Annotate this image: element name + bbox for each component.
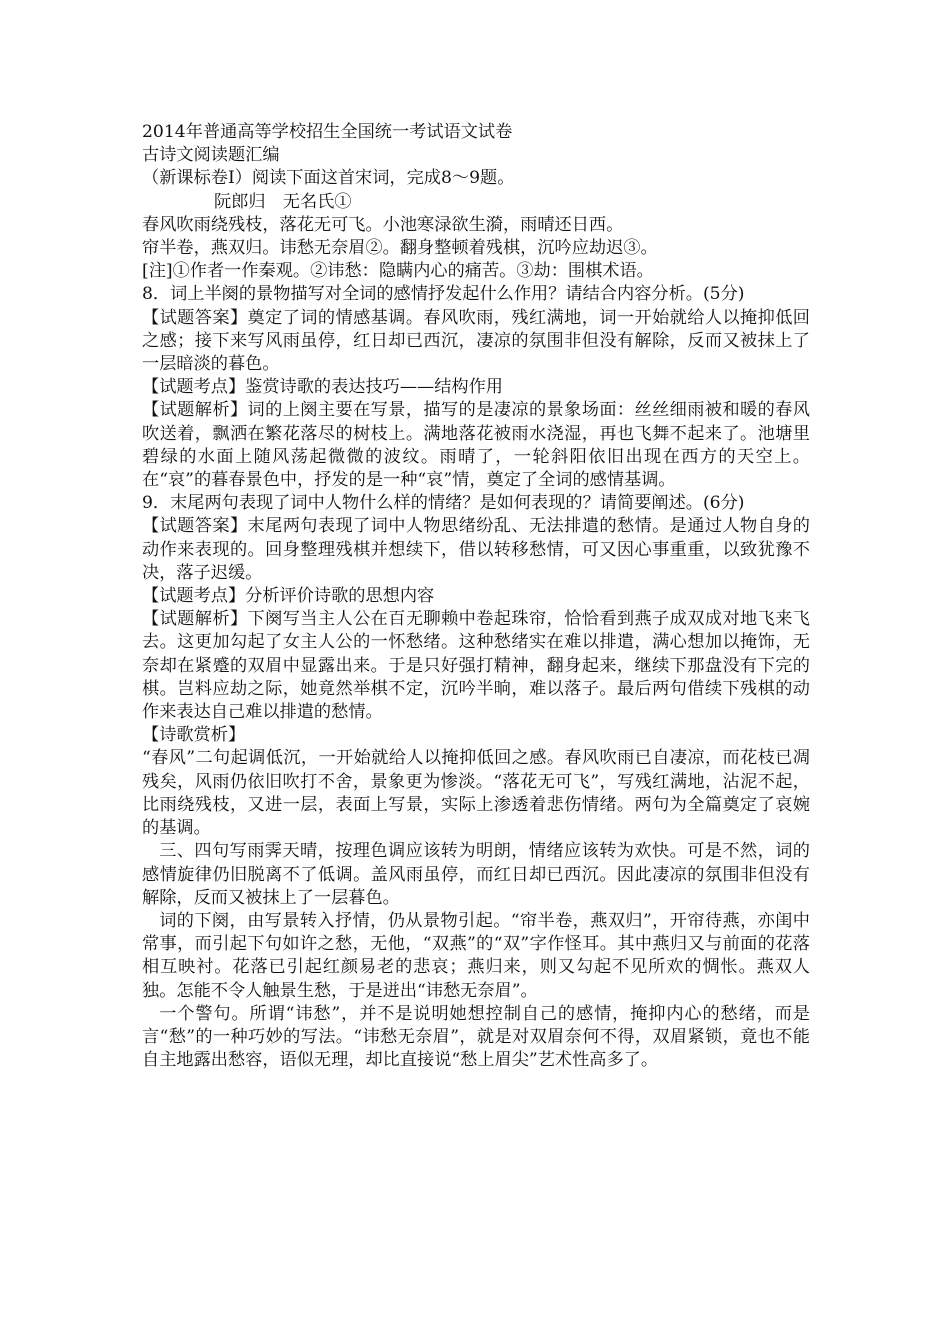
- question-8-analysis: 【试题解析】词的上阕主要在写景，描写的是凄凉的景象场面：丝丝细雨被和暖的春风吹送着，飘洒在繁花落尽的树枝上。满地落花被雨水浇湿，再也飞舞不起来了。池塘里碧绿的水面上随风荡起微微的波纹。雨晴了，一轮斜阳依旧出现在西方的天空上。在“哀”的暮春景色中，抒发的是一种“哀”情，奠定了全词的感情基调。: [142, 400, 810, 491]
- reading-instruction: （新课标卷Ⅰ）阅读下面这首宋词，完成8～9题。: [142, 168, 515, 189]
- appreciation-paragraph-2: 三、四句写雨霁天晴，按理色调应该转为明朗，情绪应该转为欢快。可是不然，词的感情旋律仍旧脱离不了低调。盖风雨虽停，而红日却已西沉。因此凄凉的氛围非但没有解除，反而又被抹上了一层暮色。: [142, 841, 810, 908]
- appreciation-heading: 【诗歌赏析】: [142, 725, 246, 746]
- question-8: 8．词上半阕的景物描写对全词的感情抒发起什么作用？请结合内容分析。(5分): [142, 284, 745, 305]
- question-9-analysis: 【试题解析】下阕写当主人公在百无聊赖中卷起珠帘，恰恰看到燕子成双成对地飞来飞去。这更加勾起了女主人公的一怀愁绪。这种愁绪实在难以排遣，满心想加以掩饰，无奈却在紧蹙的双眉中显露出来。于是只好强打精神，翻身起来，继续下那盘没有下完的棋。岂料应劫之际，她竟然举棋不定，沉吟半晌，难以落子。最后两句借续下残棋的动作来表达自己难以排遣的愁情。: [142, 609, 810, 723]
- poem-note: [注]①作者一作秦观。②讳愁：隐瞒内心的痛苦。③劫：围棋术语。: [142, 261, 654, 282]
- section-subtitle: 古诗文阅读题汇编: [142, 145, 280, 166]
- document-page: [142, 121, 810, 1072]
- poem-line-1: 春风吹雨绕残枝，落花无可飞。小池寒渌欲生漪，雨晴还日西。: [142, 214, 624, 235]
- appreciation-paragraph-4: 一个警句。所谓“讳愁”，并不是说明她想控制自己的感情，掩抑内心的愁绪，而是言“愁”的一种巧妙的写法。“讳愁无奈眉”，就是对双眉奈何不得，双眉紧锁，竟也不能自主地露出愁容，语似无理，却比直接说“愁上眉尖”艺术性高多了。: [142, 1003, 810, 1071]
- poem-line-2: 帘半卷，燕双归。讳愁无奈眉②。翻身整顿着残棋，沉吟应劫迟③。: [142, 238, 658, 259]
- question-9-answer: 【试题答案】末尾两句表现了词中人物思绪纷乱、无法排遣的愁情。是通过人物自身的动作来表现的。回身整理残棋并想续下，借以转移愁情，可又因心事重重，以致犹豫不决，落子迟缓。: [142, 516, 810, 583]
- appreciation-paragraph-3: 词的下阕，由写景转入抒情，仍从景物引起。“帘半卷，燕双归”，开帘待燕，亦闺中常事，而引起下句如许之愁，无他，“双燕”的“双”字作怪耳。其中燕归又与前面的花落相互映衬。花落已引起红颜易老的悲哀；燕归来，则又勾起不见所欢的惆怅。燕双人独。怎能不令人触景生愁，于是迸出“讳愁无奈眉”。: [142, 910, 810, 1001]
- question-9-point: 【试题考点】分析评价诗歌的思想内容: [142, 586, 435, 607]
- exam-title: 2014年普通高等学校招生全国统一考试语文试卷: [142, 122, 513, 142]
- question-8-answer: 【试题答案】奠定了词的情感基调。春风吹雨，残红满地，词一开始就给人以掩抑低回之感；接下来写风雨虽停，红日却已西沉，凄凉的氛围非但没有解除，反而又被抹上了一层暗淡的暮色。: [142, 307, 810, 375]
- question-9: 9．末尾两句表现了词中人物什么样的情绪？是如何表现的？请简要阐述。(6分): [142, 493, 745, 514]
- appreciation-paragraph-1: “春风”二句起调低沉，一开始就给人以掩抑低回之感。春风吹雨已自凄凉，而花枝已凋残矣，风雨仍依旧吹打不舍，景象更为惨淡。“落花无可飞”，写残红满地，沾泥不起，比雨绕残枝，又进一层，表面上写景，实际上渗透着悲伤情绪。两句为全篇奠定了哀婉的基调。: [142, 748, 810, 839]
- question-8-point: 【试题考点】鉴赏诗歌的表达技巧——结构作用: [142, 377, 503, 398]
- poem-title: 阮郎归 无名氏①: [214, 191, 352, 212]
